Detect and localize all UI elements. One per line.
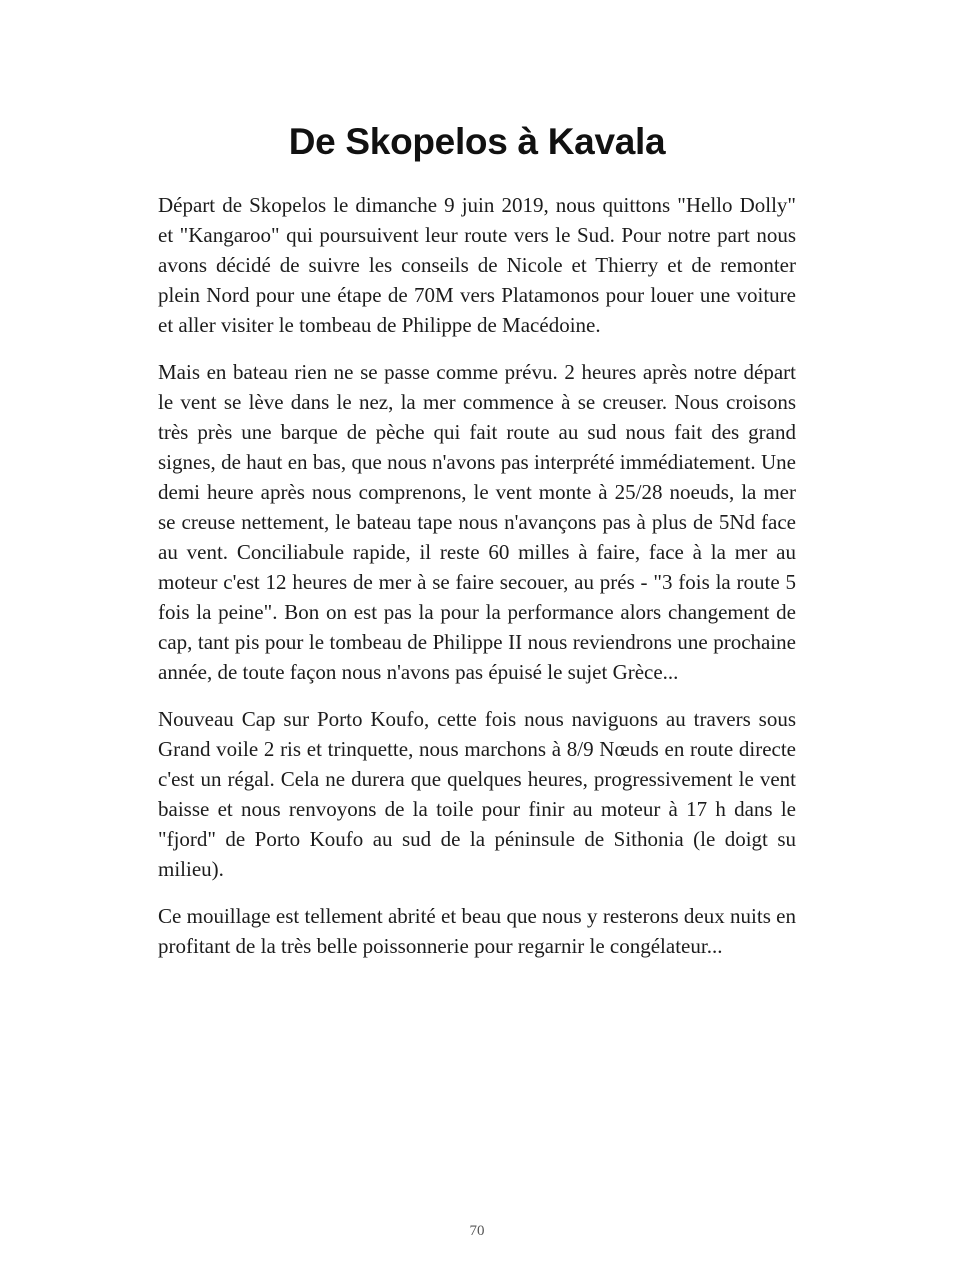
body-text <box>158 190 796 978</box>
page-title: De Skopelos à Kavala <box>288 121 666 162</box>
paragraph: Nouveau Cap sur Porto Koufo, cette fois nous naviguons au travers sous Grand voile 2 ris et trinquette, nous marchons à 8/9 Nœuds en route directe c'est un régal. Cela ne durera que quelques heures, progressivement le vent baisse et nous renvoyons de la toile pour finir au moteur à 17 h dans le "fjord" de Porto Koufo au sud de la péninsule de Sithonia (le doigt su milieu). <box>158 707 796 881</box>
paragraph: Ce mouillage est tellement abrité et beau que nous y resterons deux nuits en profitant de la très belle poissonnerie pour regarnir le congélateur... <box>158 904 796 958</box>
paragraph: Mais en bateau rien ne se passe comme prévu. 2 heures après notre départ le vent se lève dans le nez, la mer commence à se creuser. Nous croisons très près une barque de pèche qui fait route au sud nous fait des grand signes, de haut en bas, que nous n'avons pas interprété immédiatement. Une demi heure après nous comprenons, le vent monte à 25/28 noeuds, la mer se creuse nettement, le bateau tape nous n'avançons pas à plus de 5Nd face au vent. Conciliabule rapide, il reste 60 milles à faire, face à la mer au moteur c'est 12 heures de mer à se faire secouer, au prés - "3 fois la route 5 fois la peine". Bon on est pas la pour la performance alors changement de cap, tant pis pour le tombeau de Philippe II nous reviendrons une prochaine année, de toute façon nous n'avons pas épuisé le sujet Grèce... <box>158 360 796 684</box>
paragraph: Départ de Skopelos le dimanche 9 juin 2019, nous quittons "Hello Dolly" et "Kangaroo" qui poursuivent leur route vers le Sud. Pour notre part nous avons décidé de suivre les conseils de Nicole et Thierry et de remonter plein Nord pour une étape de 70M vers Platamonos pour louer une voiture et aller visiter le tombeau de Philippe de Macédoine. <box>158 193 796 337</box>
page-number: 70 <box>469 1223 485 1239</box>
